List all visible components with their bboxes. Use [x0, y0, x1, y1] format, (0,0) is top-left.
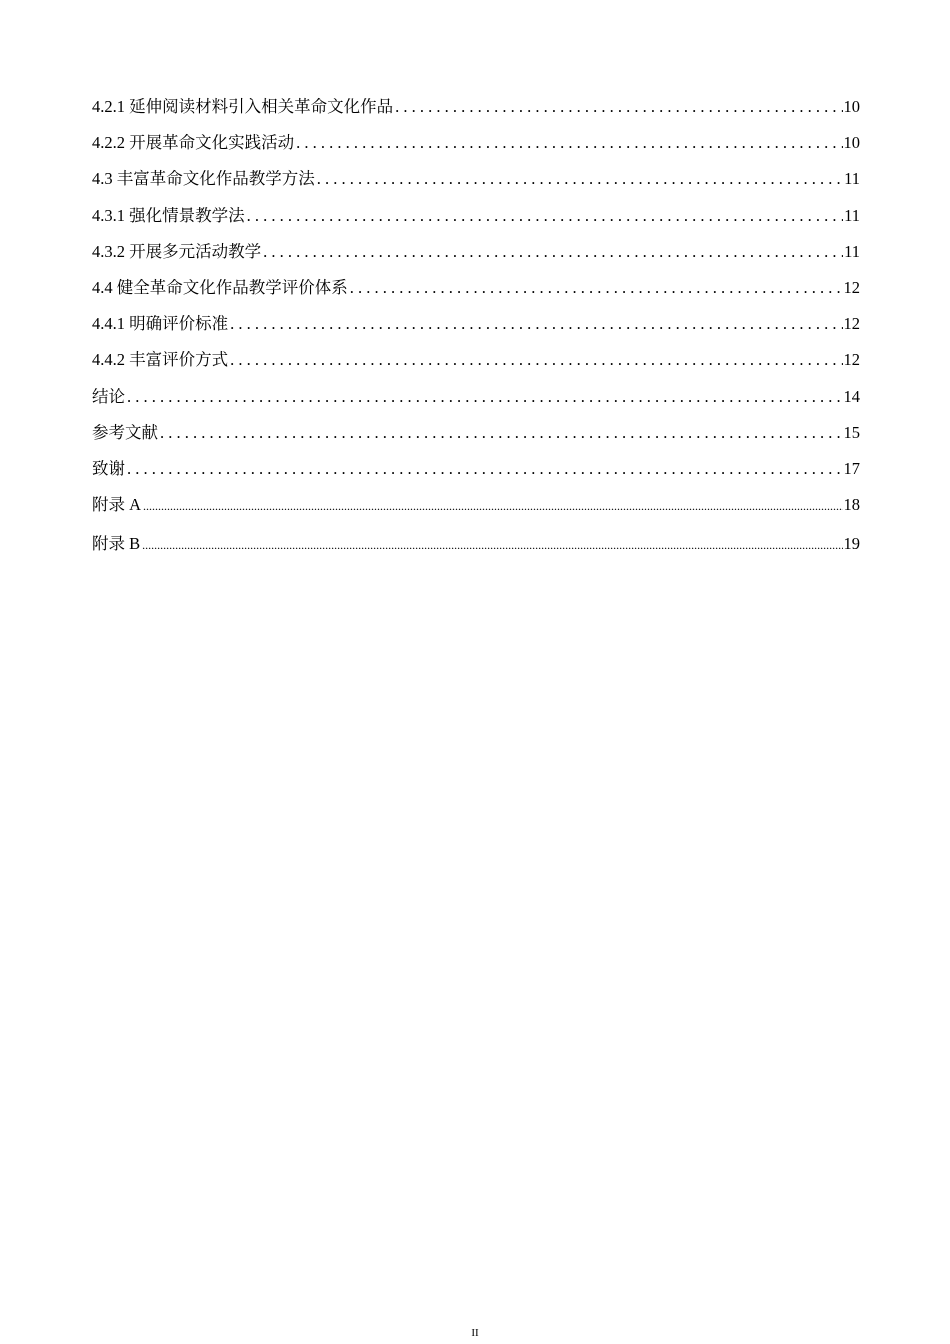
table-of-contents	[92, 93, 860, 569]
toc-entry-page-number: 11	[844, 169, 860, 189]
toc-entry-label: 参考文献	[92, 422, 158, 442]
toc-entry[interactable]	[92, 202, 860, 238]
toc-entry-label: 4.2.2 开展革命文化实践活动	[92, 133, 295, 153]
toc-dot-leader	[317, 165, 843, 193]
toc-entry-label: 附录 B	[92, 534, 141, 554]
toc-entry-page-number: 12	[843, 314, 860, 334]
toc-dot-leader	[127, 383, 843, 411]
toc-entry-label: 4.4.2 丰富评价方式	[92, 350, 229, 370]
toc-entry[interactable]	[92, 455, 860, 491]
toc-dot-leader	[143, 492, 842, 520]
toc-dot-leader	[127, 455, 843, 483]
toc-dot-leader	[395, 93, 842, 121]
toc-dot-leader	[350, 274, 843, 302]
toc-entry-label: 4.4 健全革命文化作品教学评价体系	[92, 277, 348, 297]
toc-entry[interactable]	[92, 274, 860, 310]
toc-entry-label: 4.3 丰富革命文化作品教学方法	[92, 169, 315, 189]
toc-entry[interactable]	[92, 310, 860, 346]
toc-entry[interactable]	[92, 165, 860, 201]
toc-dot-leader	[230, 346, 842, 374]
toc-entry-label: 4.4.1 明确评价标准	[92, 314, 229, 334]
toc-entry[interactable]	[92, 491, 860, 530]
page-footer-number: II	[471, 1327, 479, 1339]
toc-entry-page-number: 19	[843, 534, 860, 554]
toc-entry-label: 4.2.1 延伸阅读材料引入相关革命文化作品	[92, 97, 394, 116]
toc-entry-page-number: 17	[843, 458, 860, 478]
toc-entry-label: 致谢	[92, 458, 125, 478]
toc-dot-leader	[296, 129, 842, 157]
toc-entry[interactable]	[92, 419, 860, 455]
toc-entry[interactable]	[92, 383, 860, 419]
toc-entry[interactable]	[92, 346, 860, 382]
toc-entry-page-number: 12	[843, 350, 860, 370]
toc-entry-page-number: 10	[843, 97, 860, 116]
toc-entry-label: 4.3.1 强化情景教学法	[92, 205, 245, 225]
toc-entry-page-number: 15	[843, 422, 860, 442]
toc-entry-page-number: 11	[844, 241, 860, 261]
toc-entry-page-number: 18	[843, 495, 860, 515]
toc-dot-leader	[230, 310, 842, 338]
toc-entry-label: 结论	[92, 386, 125, 406]
toc-entry-page-number: 11	[844, 205, 860, 225]
toc-entry-page-number: 12	[843, 277, 860, 297]
toc-entry-label: 附录 A	[92, 495, 142, 515]
toc-entry[interactable]	[92, 238, 860, 274]
toc-entry-page-number: 10	[843, 133, 860, 153]
toc-dot-leader	[247, 202, 843, 230]
toc-entry[interactable]	[92, 530, 860, 569]
toc-dot-leader	[263, 238, 843, 266]
toc-entry-page-number: 14	[843, 386, 860, 406]
toc-entry[interactable]	[92, 93, 860, 129]
toc-entry-label: 4.3.2 开展多元活动教学	[92, 241, 262, 261]
toc-entry[interactable]	[92, 129, 860, 165]
toc-dot-leader	[160, 419, 843, 447]
toc-dot-leader	[142, 531, 842, 559]
